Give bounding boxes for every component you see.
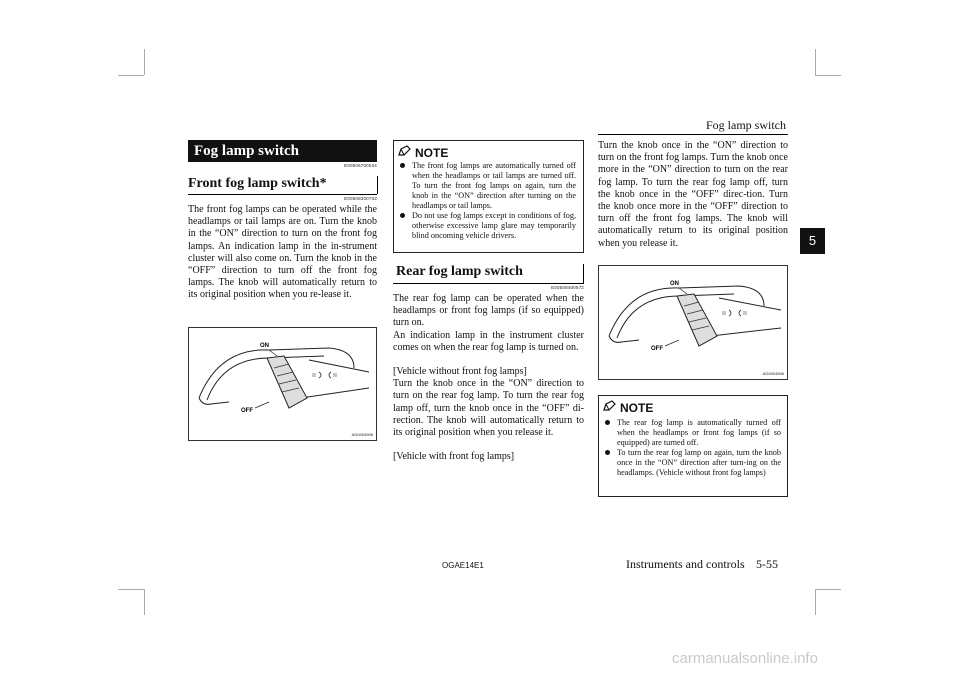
note-pencil-icon (603, 399, 616, 417)
page-number: 5-55 (756, 557, 778, 571)
fog-lamp-symbol-icon (312, 372, 337, 378)
subsection-rule (377, 176, 378, 194)
bullet-icon (605, 420, 610, 425)
crop-mark (144, 589, 145, 615)
running-header: Fog lamp switch (706, 118, 786, 132)
crop-mark (118, 75, 144, 102)
note-item: The rear fog lamp is automatically turned off when the headlamps or front fog lamps (if so equipped) are turned off. (605, 418, 781, 448)
header-rule (598, 134, 788, 135)
on-label: ON (670, 281, 679, 287)
body-text: Turn the knob once in the “ON” direction to turn on the rear fog lamp. To turn the rear fog lamp off, turn the knob once in the “OFF” di-rection. The knob will automatically return to its original position when you release it. (393, 378, 584, 439)
crop-mark (815, 589, 841, 616)
fog-lamp-symbol-icon (722, 310, 747, 316)
crop-mark (815, 75, 841, 102)
section-code: E00506700034 (344, 163, 377, 168)
body-paragraph (598, 140, 788, 250)
body-paragraph (188, 204, 377, 302)
footer-section: Instruments and controls (626, 557, 745, 571)
note-title: NOTE (620, 401, 654, 415)
bullet-icon (400, 213, 405, 218)
body-paragraph (393, 293, 584, 463)
lever-drawing (189, 328, 376, 440)
switch-illustration (188, 327, 377, 441)
section-title: Fog lamp switch (188, 140, 377, 162)
note-title: NOTE (415, 146, 449, 160)
body-text: The rear fog lamp can be operated when the headlamps or front fog lamps (if so equipped) turn on. (393, 293, 584, 329)
off-label: OFF (651, 346, 663, 352)
note-item: To turn the rear fog lamp on again, turn the knob once in the “ON” direction after turn-ing on the headlamps. (Vehicle without front fog lamps) (605, 448, 781, 478)
lever-drawing (599, 266, 787, 379)
note-box (393, 140, 584, 253)
document-code: OGAE14E1 (442, 561, 484, 570)
bullet-icon (605, 450, 610, 455)
body-text: [Vehicle with front fog lamps] (393, 451, 515, 463)
subsection-title: Rear fog lamp switch (396, 264, 523, 279)
subsection-rule (393, 283, 584, 284)
note-list (605, 418, 781, 478)
bullet-icon (400, 163, 405, 168)
switch-illustration (598, 265, 788, 380)
on-label: ON (260, 343, 269, 349)
note-pencil-icon (398, 144, 411, 162)
crop-mark (815, 589, 816, 615)
note-header (603, 399, 653, 417)
body-text: The front fog lamps can be operated while the headlamps or tail lamps are on. Turn the knob in the “ON” direction to turn on the front fog lamps. An indication lamp in the in-strument cluster will also come on. Turn the knob in the “OFF” direction to turn off the front fog lamps. The knob will automatically return to its original position when you re-lease it. (188, 204, 377, 301)
subsection-rule (583, 264, 584, 283)
note-item: Do not use fog lamps except in conditions of fog, otherwise excessive lamp glare may temporarily blind oncoming vehicle drivers. (400, 211, 576, 241)
subsection-rule (188, 194, 377, 195)
body-text: An indication lamp in the instrument cluster comes on when the rear fog lamp is turned on. (393, 329, 584, 353)
crop-mark (118, 589, 144, 616)
subsection-code: E00508300702 (344, 196, 377, 201)
figure-code: AG0004596 (762, 371, 784, 376)
body-text: [Vehicle without front fog lamps] (393, 366, 527, 378)
subsection-code: E00508400572 (551, 285, 584, 290)
chapter-tab: 5 (800, 228, 825, 254)
subsection-title: Front fog lamp switch* (188, 176, 327, 191)
crop-mark (144, 49, 145, 75)
watermark: carmanualsonline.info (672, 650, 818, 667)
body-text: Turn the knob once in the “ON” direction to turn on the front fog lamps. Turn the knob once more in the “ON” direction to turn on the rear fog lamp. To turn the rear fog lamp off, turn the knob once in the “OFF” direc-tion. Turn the knob once more in the “OFF” direction to turn off the front fog lamps. The knob will automatically return to its original position when you release it. (598, 140, 788, 249)
figure-code: AG0004596 (351, 432, 373, 437)
crop-mark (815, 49, 816, 75)
note-box (598, 395, 788, 497)
note-item: The front fog lamps are automatically turned off when the headlamps or tail lamps are turned off. To turn the front fog lamps on again, turn the knob in the “ON” direction after turning on the headlamps or tail lamps. (400, 161, 576, 211)
note-list (400, 161, 576, 241)
note-header (398, 144, 448, 162)
off-label: OFF (241, 408, 253, 414)
